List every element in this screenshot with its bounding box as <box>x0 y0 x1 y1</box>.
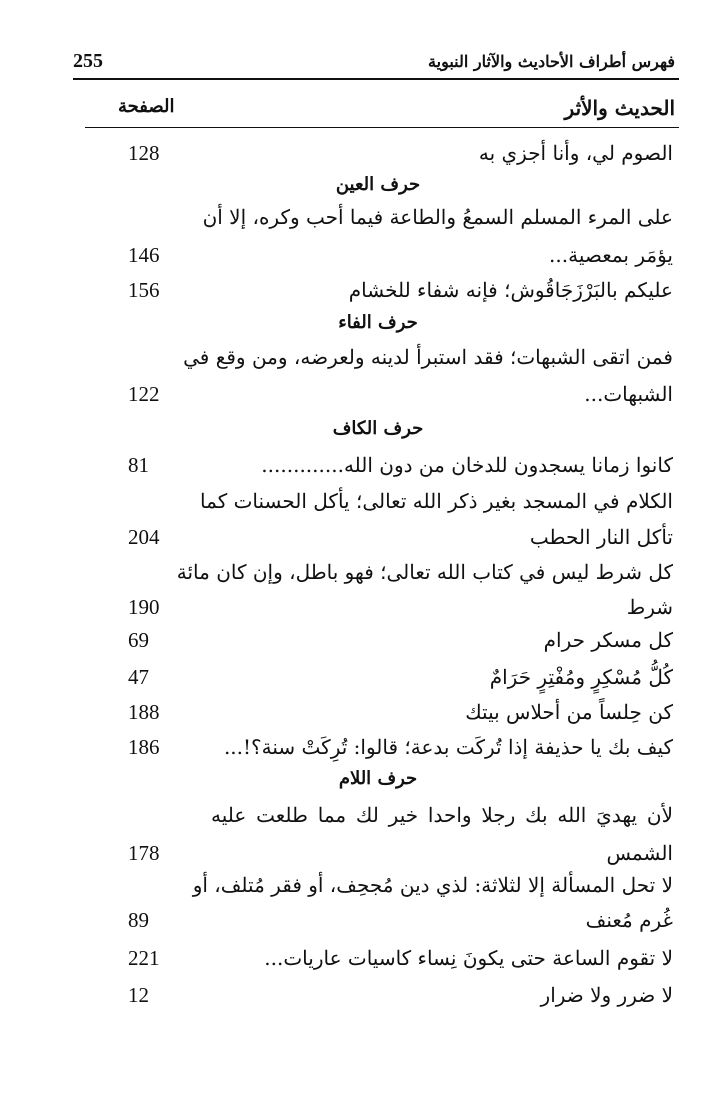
section-heading: حرف الكاف <box>332 418 424 439</box>
entry-text: كيف بك يا حذيفة إذا تُركَت بدعة؛ قالوا: تُرِكَتْ سنة؟!... <box>223 735 673 759</box>
entry-text: كل مسكر حرام <box>543 628 673 652</box>
entry-text: لا ضرر ولا ضرار <box>540 983 673 1007</box>
running-head: فهرس أطراف الأحاديث والآثار النبوية <box>428 52 675 71</box>
section-heading: حرف العين <box>335 174 421 195</box>
entry-page: 221 <box>128 946 160 970</box>
entry-page: 186 <box>128 735 160 759</box>
entry-text: الصوم لي، وأنا أجزي به <box>478 141 673 165</box>
entry-text: لأن يهديَ الله بك رجلا واحدا خير لك مما طلعت عليه <box>211 803 674 827</box>
header-rule <box>73 78 679 80</box>
column-rule <box>85 127 679 128</box>
entry-page: 12 <box>128 983 149 1007</box>
entry-text: عليكم بالبَرْزَجَاقُوش؛ فإنه شفاء للخشام <box>348 278 673 302</box>
entry-text: لا تحل المسألة إلا لثلاثة: لذي دين مُجحِف، أو فقر مُتلف، أو <box>192 873 673 897</box>
entry-text: على المرء المسلم السمعُ والطاعة فيما أحب وكره، إلا أن <box>202 205 673 229</box>
entry-text: كن حِلساً من أحلاس بيتك <box>465 700 673 724</box>
entry-page: 122 <box>128 382 160 406</box>
entry-page: 69 <box>128 628 149 652</box>
column-header-page: الصفحة <box>118 96 175 117</box>
entry-text: كل شرط ليس في كتاب الله تعالى؛ فهو باطل، وإن كان مائة <box>176 560 673 584</box>
entry-text: الشبهات... <box>584 382 673 406</box>
entry-text: الكلام في المسجد بغير ذكر الله تعالى؛ يأكل الحسنات كما <box>200 489 673 513</box>
entry-text: يؤمَر بمعصية... <box>549 243 673 267</box>
entry-text: لا تقوم الساعة حتى يكونَ نِساء كاسيات عاريات... <box>264 946 673 970</box>
entry-text: فمن اتقى الشبهات؛ فقد استبرأ لدينه ولعرضه، ومن وقع في <box>183 345 673 369</box>
entry-page: 204 <box>128 525 160 549</box>
entry-page: 188 <box>128 700 160 724</box>
section-heading: حرف اللام <box>338 768 418 789</box>
entry-page: 156 <box>128 278 160 302</box>
column-header-text: الحديث والأثر <box>564 96 675 120</box>
entry-page: 89 <box>128 908 149 932</box>
entry-text: تأكل النار الحطب <box>529 525 673 549</box>
entry-page: 178 <box>128 841 160 865</box>
page-number: 255 <box>73 50 103 72</box>
entry-text: الشمس <box>606 841 673 865</box>
entry-page: 47 <box>128 665 149 689</box>
section-heading: حرف الفاء <box>338 312 418 333</box>
entry-page: 128 <box>128 141 160 165</box>
entry-text: كُلُّ مُسْكِرٍ ومُفْتِرٍ حَرَامٌ <box>489 665 673 689</box>
entry-page: 190 <box>128 595 160 619</box>
entry-text: غُرم مُعنف <box>585 908 673 932</box>
entry-text: شرط <box>626 595 673 619</box>
entry-page: 146 <box>128 243 160 267</box>
entry-text: كانوا زمانا يسجدون للدخان من دون الله............. <box>261 453 673 477</box>
entry-page: 81 <box>128 453 149 477</box>
